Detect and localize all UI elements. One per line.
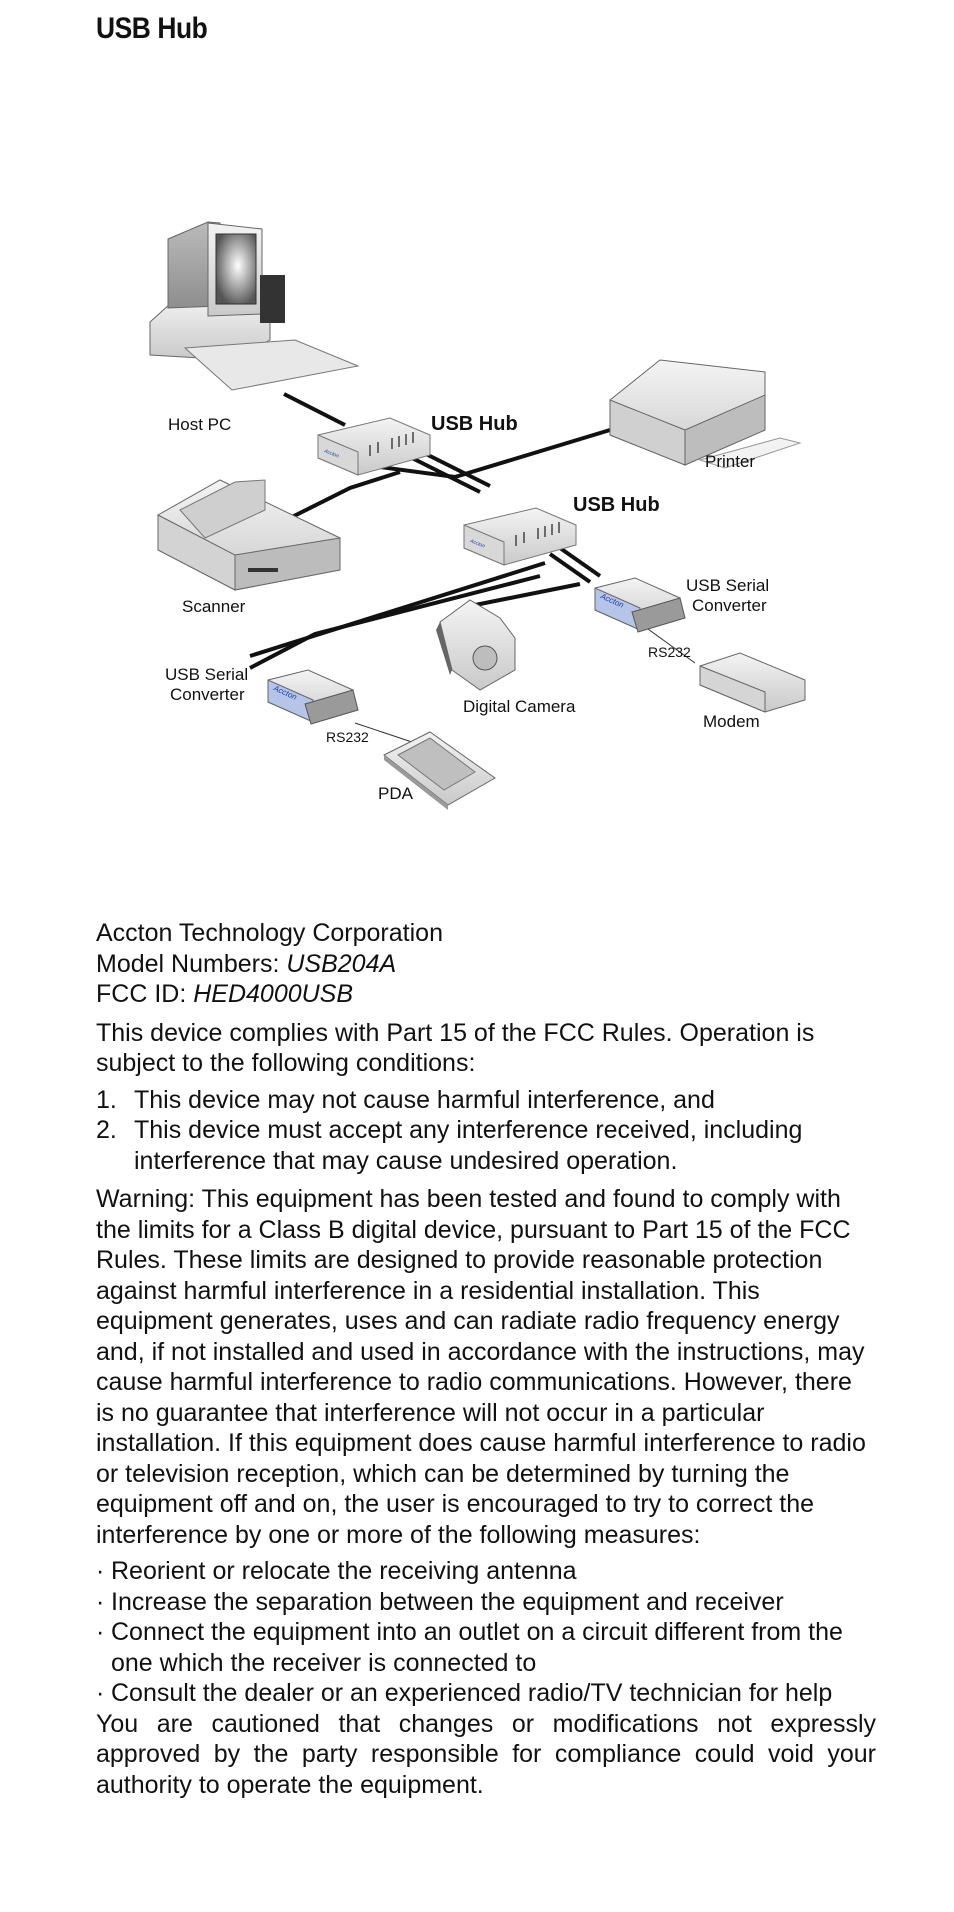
measure-text: Reorient or relocate the receiving antenna — [111, 1557, 577, 1585]
condition-text: This device must accept any interference received, including interference that may cause undesired operation. — [134, 1116, 803, 1175]
label-usb-hub-1: USB Hub — [431, 413, 518, 435]
digital-camera-device — [436, 600, 515, 690]
usb-serial-converter-left-device — [268, 670, 358, 724]
cable-hub2-serialright — [560, 548, 600, 576]
fcc-warning: Warning: This equipment has been tested and found to comply with the limits for a Class B digital device, pursuant to Part 15 of the FCC Rules. These limits are designed to provide reasonable protection against harmful interference in a residential installation. This equipment generates, uses and can radiate radio frequency energy and, if not installed and used in accordance with the instructions, may cause harmful interference to radio communications. However, there is no guarantee that interference will not occur in a particular installation. If this equipment does cause harmful interference to radio or television reception, which can be determined by turning the equipment off and on, the user is encouraged to try to correct the interference by one or more of the following measures: — [96, 1185, 866, 1549]
brand-mark-hub1: Accton — [323, 448, 340, 460]
label-rs232-left: RS232 — [326, 729, 369, 745]
usb-hub-1-device — [318, 418, 430, 475]
bullet-glyph: · — [96, 1587, 105, 1616]
label-rs232-right: RS232 — [648, 644, 691, 660]
company-name: Accton Technology Corporation — [96, 919, 443, 947]
scanner-device — [158, 480, 340, 590]
condition-text: This device may not cause harmful interference, and — [134, 1085, 715, 1114]
brand-mark-hub2: Accton — [469, 538, 486, 550]
fcc-measures-list — [96, 1556, 876, 1709]
host-pc-device — [150, 222, 358, 390]
measure-text: Connect the equipment into an outlet on a circuit different from the one which the receiver is connected to — [111, 1618, 843, 1677]
model-numbers-line — [96, 949, 876, 980]
document-body — [96, 918, 876, 1800]
fcc-id-label: FCC ID: — [96, 980, 187, 1008]
model-numbers-label: Model Numbers: — [96, 949, 280, 978]
model-numbers-value: USB204A — [286, 949, 397, 978]
usb-hub-diagram — [140, 220, 820, 820]
list-item — [96, 1617, 876, 1678]
label-scanner: Scanner — [182, 597, 246, 616]
label-usb-serial-right-line1: USB Serial — [686, 576, 770, 595]
usb-serial-converter-right-device — [595, 578, 685, 632]
usb-hub-2-device — [464, 508, 576, 565]
cable-hub1-scanner — [290, 472, 400, 518]
fcc-caution: You are cautioned that changes or modifications not expressly approved by the party responsible for compliance could void your authority to operate the equipment. — [96, 1709, 876, 1799]
bullet-glyph: · — [96, 1618, 105, 1646]
printer-device — [610, 220, 800, 468]
fcc-intro: This device complies with Part 15 of the FCC Rules. Operation is subject to the following conditions: — [96, 1018, 815, 1077]
page-title: USB Hub — [96, 12, 208, 45]
label-modem: Modem — [703, 712, 760, 731]
label-usb-serial-left-line1: USB Serial — [165, 665, 249, 684]
brand-mark-serial-left: Accton — [272, 683, 299, 702]
label-usb-hub-2: USB Hub — [573, 494, 660, 516]
list-item — [96, 1678, 876, 1709]
label-pda: PDA — [378, 784, 413, 803]
label-host-pc: Host PC — [168, 415, 232, 434]
label-usb-serial-right-line2: Converter — [692, 596, 767, 615]
modem-device — [700, 653, 805, 712]
cable-hub2-serialright-b — [550, 554, 590, 582]
list-item — [96, 1085, 876, 1116]
fcc-id-value: HED4000USB — [193, 980, 354, 1008]
bullet-glyph: · — [96, 1679, 105, 1707]
cable-pc-hub1 — [284, 394, 345, 425]
list-item — [96, 1587, 876, 1618]
fcc-id-line — [96, 979, 876, 1010]
label-usb-serial-left-line2: Converter — [170, 685, 245, 704]
fcc-conditions-list — [96, 1085, 876, 1177]
label-digital-camera: Digital Camera — [463, 697, 576, 716]
bullet-glyph: · — [96, 1557, 105, 1585]
measure-text: Consult the dealer or an experienced radio/TV technician for help — [111, 1679, 833, 1707]
list-item — [96, 1556, 876, 1587]
measure-text: Increase the separation between the equipment and receiver — [111, 1587, 784, 1616]
list-item — [96, 1115, 876, 1176]
condition-number: 1. — [96, 1085, 117, 1114]
serial-cables — [355, 616, 695, 748]
brand-mark-serial-right: Accton — [599, 591, 626, 610]
condition-number: 2. — [96, 1116, 117, 1144]
label-printer: Printer — [705, 452, 756, 471]
